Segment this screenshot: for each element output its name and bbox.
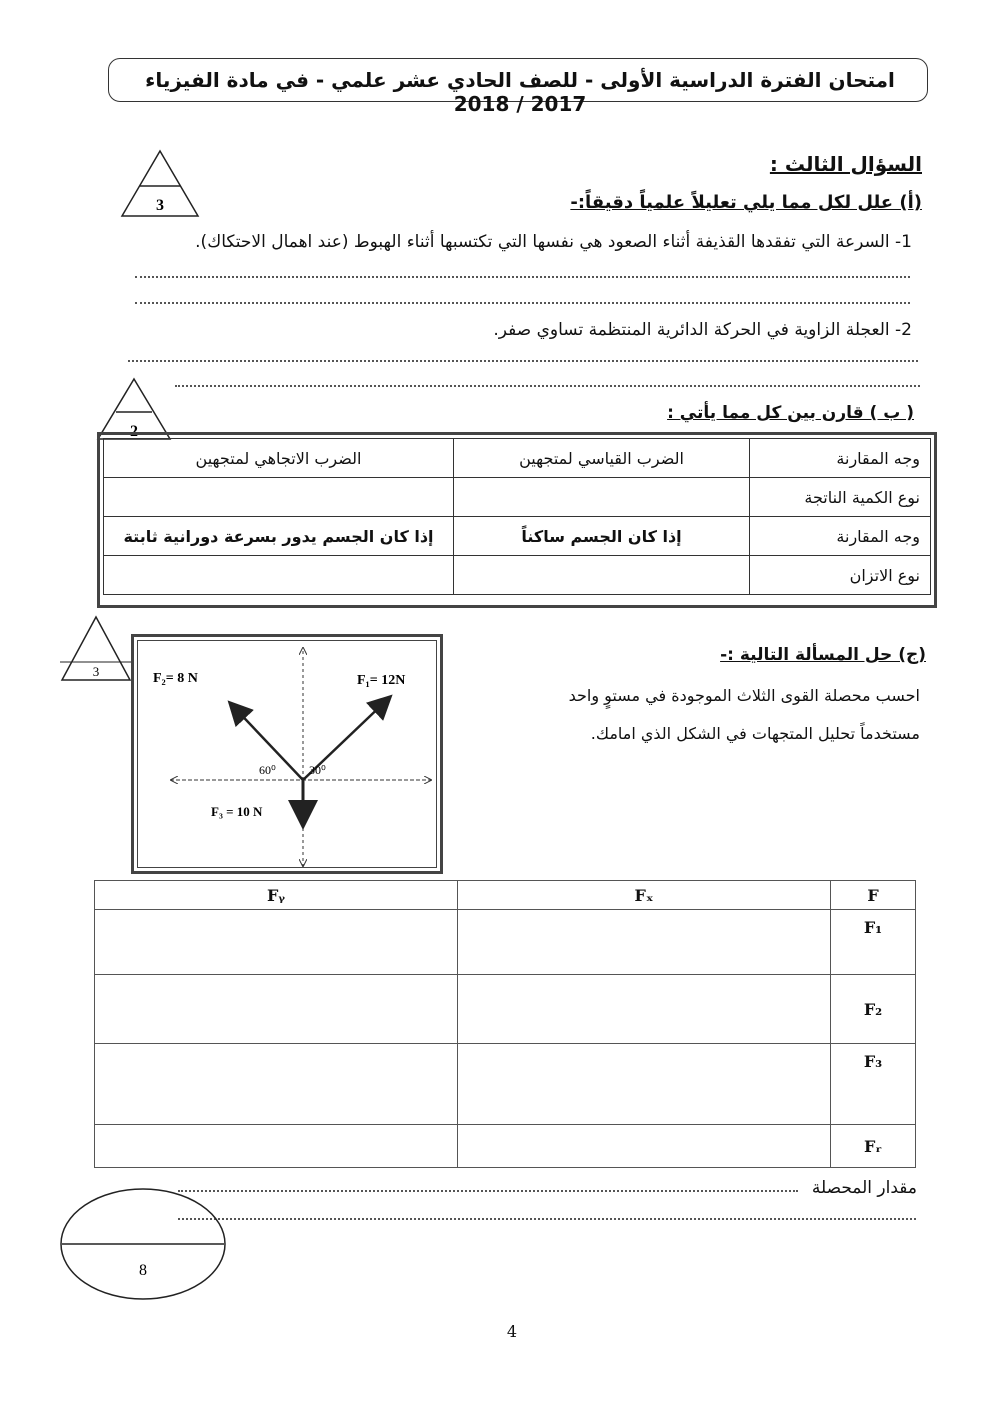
angle-30-label: 30⁰ xyxy=(309,763,326,777)
part-a-item-2: 2- العجلة الزاوية في الحركة الدائرية المنتظمة تساوي صفر. xyxy=(493,320,912,340)
exam-header: امتحان الفترة الدراسية الأولى - للصف الحادي عشر علمي - في مادة الفيزياء 2017 / 2018 xyxy=(145,68,895,116)
part-c-score-triangle xyxy=(58,614,134,684)
table-row xyxy=(104,478,931,517)
part-c-title: (ج) حل المسألة التالية :- xyxy=(720,645,926,665)
part-a-score: 3 xyxy=(156,197,164,214)
table-row xyxy=(104,439,931,478)
table-cell[interactable] xyxy=(104,556,454,595)
comparison-table xyxy=(103,438,931,595)
answer-cell[interactable] xyxy=(95,910,458,975)
table-cell: وجه المقارنة xyxy=(750,439,931,478)
table-row xyxy=(95,1125,916,1168)
table-cell: نوع الاتزان xyxy=(750,556,931,595)
header-f: F xyxy=(831,881,916,910)
comparison-table-frame xyxy=(97,432,937,608)
part-c-score: 3 xyxy=(92,664,100,679)
force-diagram xyxy=(131,634,443,874)
answer-line xyxy=(178,1218,916,1220)
total-score: 8 xyxy=(139,1262,147,1279)
answer-line xyxy=(175,385,920,387)
answer-cell[interactable] xyxy=(95,975,458,1044)
part-c-line-2: مستخدماً تحليل المتجهات في الشكل الذي امامك. xyxy=(590,724,920,743)
table-cell: إذا كان الجسم ساكناً xyxy=(454,517,750,556)
table-cell: إذا كان الجسم يدور بسرعة دورانية ثابتة xyxy=(104,517,454,556)
header-fx: Fₓ xyxy=(458,881,831,910)
table-cell[interactable] xyxy=(454,556,750,595)
total-score-ellipse xyxy=(58,1186,228,1302)
table-cell: الضرب القياسي لمتجهين xyxy=(454,439,750,478)
table-row xyxy=(95,975,916,1044)
resultant-label: مقدار المحصلة xyxy=(811,1178,917,1198)
part-c-line-1: احسب محصلة القوى الثلاث الموجودة في مستوٍ واحد xyxy=(568,686,920,705)
answer-cell[interactable] xyxy=(458,1125,831,1168)
part-b-title: ( ب ) قارن بين كل مما يأتي : xyxy=(667,403,914,423)
table-cell[interactable] xyxy=(104,478,454,517)
f3-label: F₃ = 10 N xyxy=(211,804,263,819)
answer-cell[interactable] xyxy=(95,1125,458,1168)
table-cell[interactable] xyxy=(454,478,750,517)
part-a-item-1: 1- السرعة التي تفقدها القذيفة أثناء الصعود هي نفسها التي تكتسبها أثناء الهبوط (عند اهمال الاحتكاك). xyxy=(195,232,912,252)
page-number: 4 xyxy=(506,1322,518,1341)
f1-label: F₁= 12N xyxy=(357,673,406,688)
question-title: السؤال الثالث : xyxy=(769,152,922,176)
row-f3: F₃ xyxy=(831,1044,916,1125)
part-b-score: 2 xyxy=(130,423,138,440)
answer-cell[interactable] xyxy=(458,910,831,975)
f2-label: F₂= 8 N xyxy=(153,671,198,686)
part-a-score-triangle xyxy=(118,148,202,220)
answer-line xyxy=(135,302,910,304)
table-row xyxy=(95,910,916,975)
table-row xyxy=(95,1044,916,1125)
table-row xyxy=(104,517,931,556)
row-f2: F₂ xyxy=(831,975,916,1044)
answer-cell[interactable] xyxy=(95,1044,458,1125)
answer-line xyxy=(135,276,910,278)
angle-60-label: 60⁰ xyxy=(259,763,276,777)
table-cell: وجه المقارنة xyxy=(750,517,931,556)
row-fr: Fᵣ xyxy=(831,1125,916,1168)
answer-cell[interactable] xyxy=(458,1044,831,1125)
row-f1: F₁ xyxy=(831,910,916,975)
answer-line xyxy=(128,360,918,362)
header-fy: Fᵧ xyxy=(95,881,458,910)
answer-cell[interactable] xyxy=(458,975,831,1044)
part-a-title: (أ) علل لكل مما يلي تعليلاً علمياً دقيقاً:- xyxy=(570,192,922,213)
table-row xyxy=(104,556,931,595)
table-row xyxy=(95,881,916,910)
table-cell: نوع الكمية الناتجة xyxy=(750,478,931,517)
answer-line xyxy=(178,1190,798,1192)
force-components-table xyxy=(94,880,916,1168)
table-cell: الضرب الاتجاهي لمتجهين xyxy=(104,439,454,478)
